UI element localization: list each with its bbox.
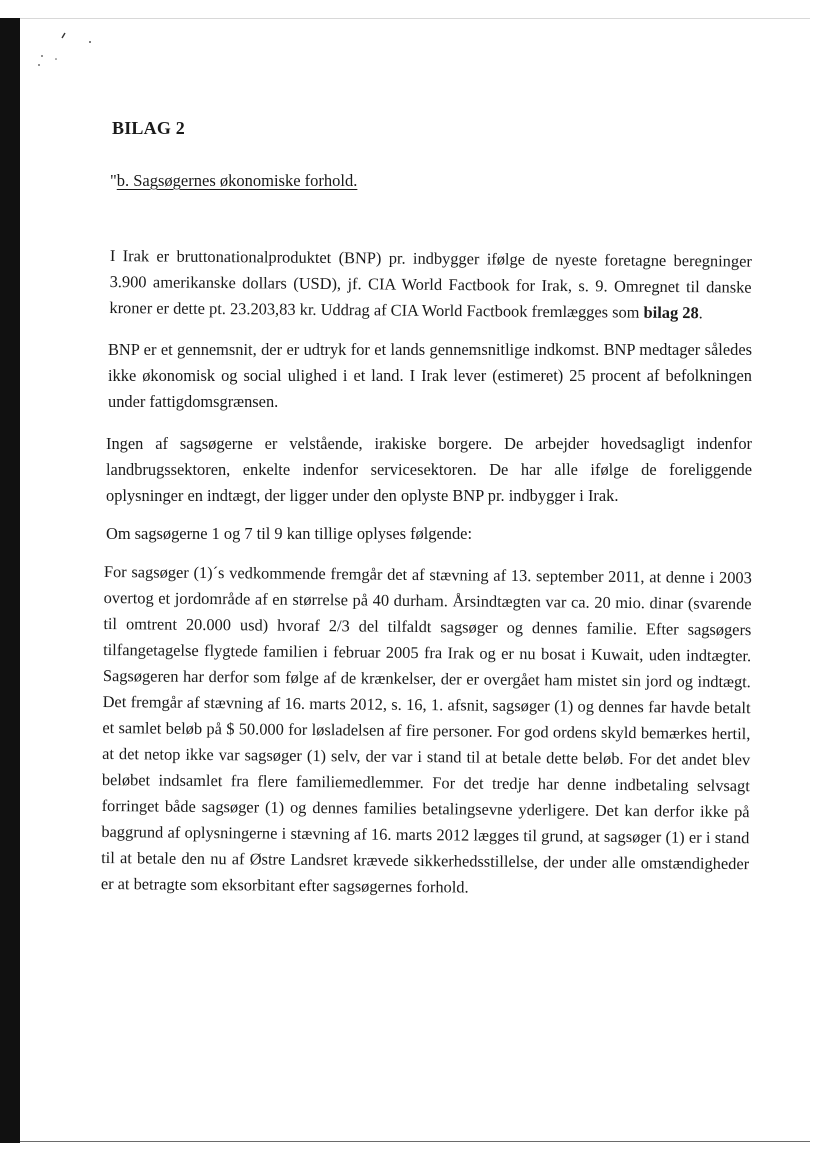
appendix-reference: bilag 28 [643, 302, 699, 323]
paragraph-tail: . [698, 303, 703, 323]
bottom-scan-line [20, 1141, 810, 1142]
scan-specks [34, 32, 104, 72]
section-title-text: b. Sagsøgernes økonomiske forhold. [116, 171, 358, 190]
section-title [110, 171, 752, 191]
paragraph-plaintiff-one: For sagsøger (1)´s vedkommende fremgår det af stævning af 13. september 2011, at denne i 2003 overtog et jordområde af en størrelse på 40 durham. Årsindtægten var ca. 20 mio. dinar (svarende til omtrent 20.000 usd) hvoraf 2/3 del tilfaldt sagsøger og dennes familie. Efter sagsøgers tilfangetagelse flygtede familien i februar 2005 fra Irak og er nu bosat i Kuwait, uden indtægter. Sagsøgeren har derfor som følge af de krænkelser, der er overgået ham mistet sin jord og indtægt. Det fremgår af stævning af 16. marts 2012, s. 16, 1. afsnit, sagsøger (1) og dennes far havde betalt et samlet beløb på $ 50.000 for løsladelsen af fire personer. For god ordens skyld bemærkes hertil, at det netop ikke var sagsøger (1) selv, der var i stand til at betale dette beløb. For det andet blev beløbet indsamlet fra flere familiemedlemmer. For det tredje har denne indbetaling selvsagt forringet både sagsøger (1) og dennes families betalingsevne yderligere. Det kan derfor ikke på baggrund af oplysningerne i stævning af 16. marts 2012 lægges til grund, at sagsøger (1) er i stand til at betale den nu af Østre Landsret krævede sikkerhedsstillelse, der under alle omstændigheder er at betragte som eksorbitant efter sagsøgernes forhold. [100, 561, 752, 897]
top-scan-line [20, 18, 810, 19]
appendix-heading: BILAG 2 [112, 118, 185, 138]
paragraph-text: I Irak er bruttonationalproduktet (BNP) pr. indbygger ifølge de nyeste foretagne beregninger 3.900 amerikanske dollars (USD), jf. CIA World Factbook for Irak, s. 9. Omregnet til danske kroner er dette pt. 23.203,83 kr. Uddrag af CIA World Factbook fremlægges som [109, 246, 752, 322]
document-page [100, 118, 752, 897]
paragraph-bnp-average: BNP er et gennemsnit, der er udtryk for et lands gennemsnitlige indkomst. BNP medtager således ikke økonomisk og social ulighed i et land. I Irak lever (estimeret) 25 procent af befolkningen under fattigdomsgrænsen. [108, 340, 752, 411]
paragraph-plaintiffs-income: Ingen af sagsøgerne er velstående, irakiske borgere. De arbejder hovedsagligt indenfor landbrugssektoren, enkelte indenfor servicesektoren. De har alle ifølge de foreliggende oplysninger en indtægt, der ligger under den oplyste BNP pr. indbygger i Irak. [106, 434, 752, 505]
paragraph-plaintiffs-intro: Om sagsøgerne 1 og 7 til 9 kan tillige oplyses følgende: [106, 524, 472, 543]
paragraph-bnp-iraq [103, 243, 752, 327]
section-quote-mark: " [110, 171, 117, 190]
scan-edge-shadow [0, 18, 20, 1143]
